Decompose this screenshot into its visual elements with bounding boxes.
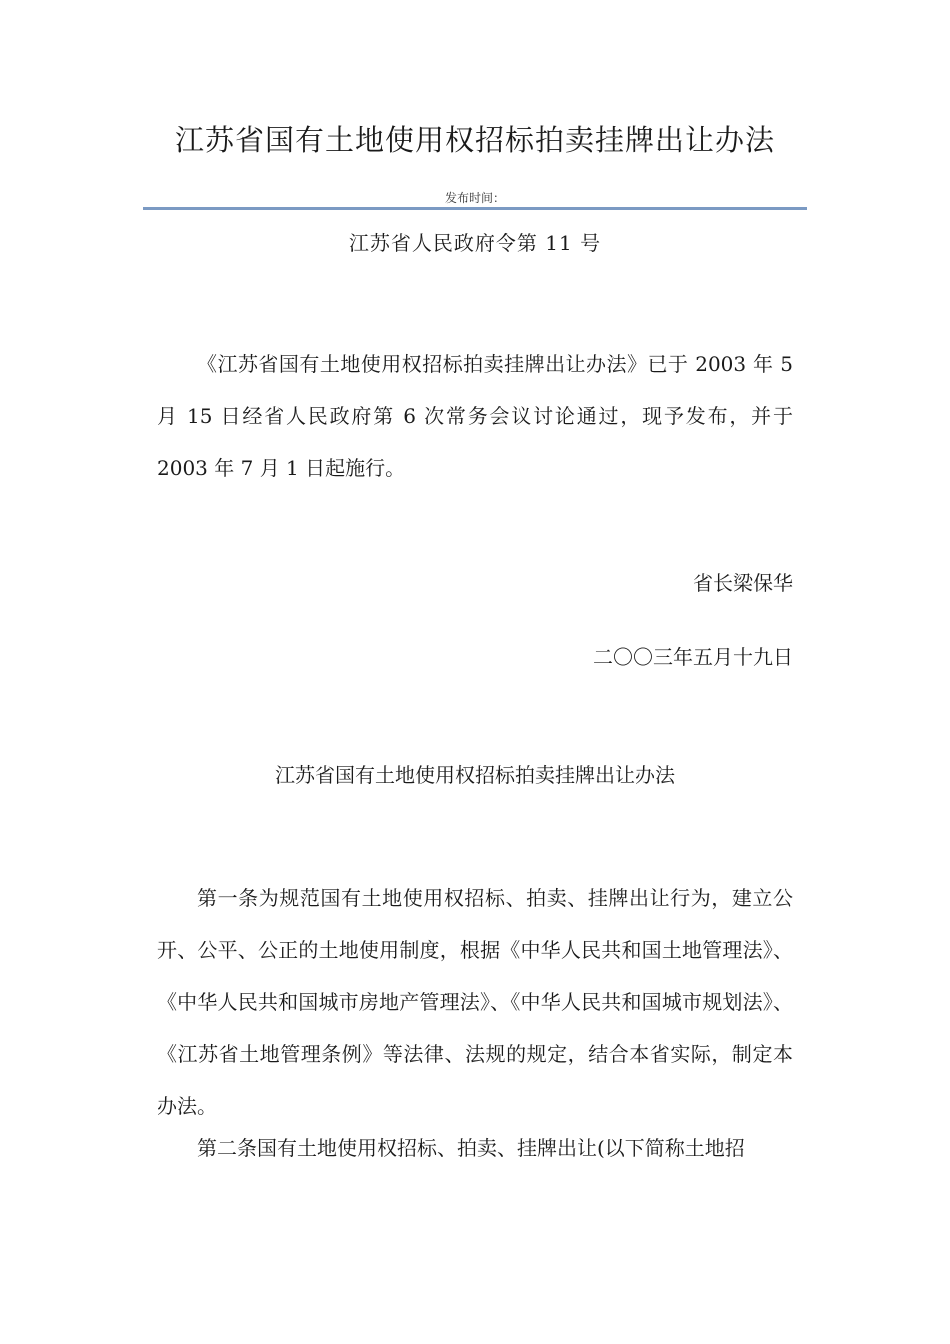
article-1: 第一条为规范国有土地使用权招标、拍卖、挂牌出让行为，建立公开、公平、公正的土地使用制度，根据《中华人民共和国土地管理法》、《中华人民共和国城市房地产管理法》、《中华人民共和国城市规划法》、《江苏省土地管理条例》等法律、法规的规定，结合本省实际，制定本办法。 [157,886,793,1118]
intro-paragraph: 《江苏省国有土地使用权招标拍卖挂牌出让办法》已于 2003 年 5 月 15 日经省人民政府第 6 次常务会议讨论通过，现予发布，并于 2003 年 7 月 1 日起施行。 [157,352,793,480]
regulation-title: 江苏省国有土地使用权招标拍卖挂牌出让办法 [275,763,675,787]
document-title: 江苏省国有土地使用权招标拍卖挂牌出让办法 [174,123,775,157]
article-2: 第二条国有土地使用权招标、拍卖、挂牌出让(以下简称土地招 [197,1136,745,1160]
publish-time-label: 发布时间： [444,191,505,205]
signatory: 省长梁保华 [693,571,793,595]
decree-number: 江苏省人民政府令第 11 号 [348,231,602,255]
header-divider [143,207,807,210]
sign-date: 二〇〇三年五月十九日 [593,645,793,669]
